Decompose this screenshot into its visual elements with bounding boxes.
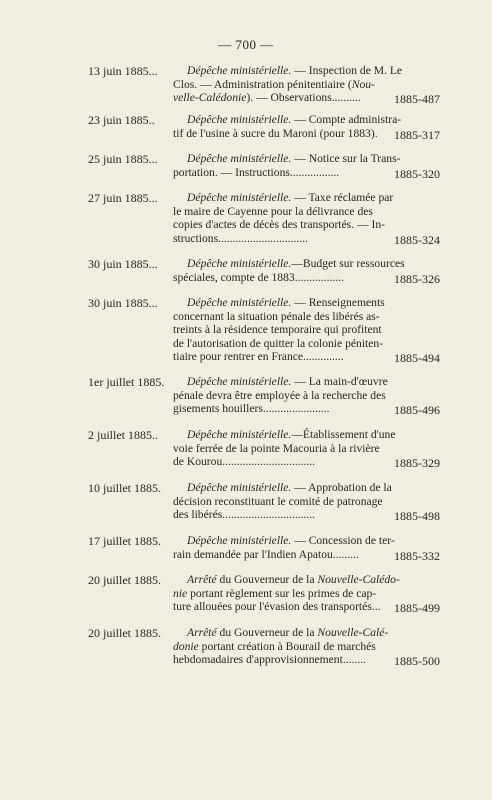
description-line <box>173 78 387 92</box>
entry-date: 20 juillet 1885. <box>88 573 161 587</box>
text-segment: — Compte administra- <box>291 113 402 126</box>
description-line <box>173 310 387 324</box>
description-line <box>173 91 387 105</box>
entry-description <box>173 573 400 614</box>
description-line <box>173 205 387 219</box>
description-line <box>173 495 387 509</box>
text-segment: le maire de Cayenne pour la délivrance des <box>173 204 373 218</box>
description-line <box>173 573 400 587</box>
description-line <box>173 428 396 442</box>
text-segment: structions............................... <box>173 231 308 245</box>
italic-text: Nouvelle-Calé- <box>317 626 389 639</box>
entry-reference: 1885-332 <box>394 548 440 563</box>
entry-description <box>173 296 387 364</box>
italic-text: Dépêche ministérielle. <box>187 375 292 388</box>
entry-reference: 1885-320 <box>394 166 440 181</box>
entry-date: 20 juillet 1885. <box>88 626 161 640</box>
description-line <box>173 508 387 522</box>
text-segment: Clos. — Administration pénitentiaire ( <box>173 77 352 91</box>
entry-date: 2 juillet 1885.. <box>88 428 158 442</box>
description-line <box>173 337 387 351</box>
entry-date: 13 juin 1885... <box>88 64 158 78</box>
italic-text: Arrêté <box>187 573 217 586</box>
description-line <box>173 350 387 364</box>
text-segment: — Concession de ter- <box>291 534 395 547</box>
description-line <box>173 218 387 232</box>
text-segment: — Approbation de la <box>291 481 392 494</box>
text-segment: —Budget sur ressources <box>291 257 405 270</box>
description-line <box>173 481 392 495</box>
entry-date: 25 juin 1885... <box>88 152 158 166</box>
entry-date: 30 juin 1885... <box>88 257 158 271</box>
entry-description <box>173 534 395 561</box>
entry-description <box>173 64 403 105</box>
entry-description <box>173 113 402 140</box>
entry-reference: 1885-317 <box>394 127 440 142</box>
description-line <box>173 548 387 562</box>
italic-text: Dépêche ministérielle. <box>187 113 292 126</box>
entry-description <box>173 257 405 284</box>
description-line <box>173 653 387 667</box>
entry-description <box>173 626 387 667</box>
entry-date: 30 juin 1885... <box>88 296 158 310</box>
description-line <box>173 402 387 416</box>
entry-date: 27 juin 1885... <box>88 191 158 205</box>
entry-reference: 1885-500 <box>394 654 440 669</box>
italic-text: Dépêche ministérielle. <box>187 152 292 165</box>
text-segment: treints à la résidence temporaire qui profitent <box>173 323 382 337</box>
entry-reference: 1885-329 <box>394 456 440 471</box>
entry-description <box>173 191 394 245</box>
entry-description <box>173 481 392 522</box>
description-line <box>173 389 387 403</box>
italic-text: Arrêté <box>187 626 217 639</box>
entry-reference: 1885-324 <box>394 232 440 247</box>
text-segment: —Établissement d'une <box>291 428 396 441</box>
text-segment: — Inspection de M. Le <box>291 64 403 77</box>
description-line <box>173 534 395 548</box>
entry-description <box>173 428 396 469</box>
description-line <box>173 323 387 337</box>
description-line <box>173 600 387 614</box>
italic-text: Dépêche ministérielle. <box>187 296 292 309</box>
italic-text: velle-Calédonie <box>173 91 247 105</box>
entry-reference: 1885-496 <box>394 403 440 418</box>
entry-date: 17 juillet 1885. <box>88 534 161 548</box>
entry-reference: 1885-499 <box>394 601 440 616</box>
text-segment: — La main-d'œuvre <box>291 375 388 388</box>
italic-text: donie <box>173 639 199 653</box>
text-segment: des libérés................................ <box>173 508 316 522</box>
italic-text: Dépêche ministérielle. <box>187 428 292 441</box>
description-line <box>173 375 387 389</box>
text-segment: concernant la situation pénale des libérés as- <box>173 309 380 323</box>
entry-date: 10 juillet 1885. <box>88 481 161 495</box>
italic-text: Nouvelle-Calédo- <box>317 573 400 586</box>
text-segment: — Renseignements <box>291 296 385 309</box>
description-line <box>173 296 387 310</box>
description-line <box>173 64 403 78</box>
text-segment: gisements houillers....................... <box>173 402 330 416</box>
entry-date: 1er juillet 1885. <box>88 375 165 389</box>
text-segment: — Notice sur la Trans- <box>291 152 401 165</box>
text-segment: ture allouées pour l'évasion des transportés... <box>173 600 381 614</box>
text-segment: de Kourou................................ <box>173 455 316 469</box>
description-line <box>173 113 402 127</box>
description-line <box>173 152 401 166</box>
description-line <box>173 640 387 654</box>
entry-reference: 1885-498 <box>394 509 440 524</box>
text-segment: hebdomadaires d'approvisionnement........ <box>173 653 367 667</box>
entry-description <box>173 375 387 416</box>
text-segment: rain demandée par l'Indien Apatou......... <box>173 547 359 561</box>
entry-date: 23 juin 1885.. <box>88 113 155 127</box>
text-segment: du Gouverneur de la <box>216 573 318 586</box>
text-segment: voie ferrée de la pointe Macouria à la rivière <box>173 441 380 455</box>
text-segment: de l'autorisation de quitter la colonie péniten- <box>173 336 384 350</box>
italic-text: Dépêche ministérielle. <box>187 534 292 547</box>
entry-reference: 1885-326 <box>394 271 440 286</box>
description-line <box>173 166 387 180</box>
text-segment: portant création à Bourail de marchés <box>198 639 376 653</box>
italic-text: Dépêche ministérielle. <box>187 191 292 204</box>
text-segment: portation. — Instructions................. <box>173 165 340 179</box>
italic-text: Dépêche ministérielle. <box>187 257 292 270</box>
description-line <box>173 127 387 141</box>
text-segment: — Taxe réclamée par <box>291 191 394 204</box>
text-segment: copies d'actes de décès des transportés. — In- <box>173 218 385 232</box>
text-segment: pénale devra être employée à la recherche des <box>173 388 386 402</box>
description-line <box>173 191 394 205</box>
entry-description <box>173 152 401 179</box>
text-segment: tiaire pour rentrer en France.............. <box>173 350 344 364</box>
text-segment: décision reconstituant le comité de patronage <box>173 494 383 508</box>
text-segment: ). — Observations.......... <box>246 91 361 105</box>
description-line <box>173 442 387 456</box>
italic-text: nie <box>173 586 188 600</box>
description-line <box>173 455 387 469</box>
text-segment: spéciales, compte de 1883................. <box>173 270 344 284</box>
italic-text: Dépêche ministérielle. <box>187 481 292 494</box>
description-line <box>173 587 387 601</box>
description-line <box>173 232 387 246</box>
italic-text: Dépêche ministérielle. <box>187 64 292 77</box>
text-segment: portant règlement sur les primes de cap- <box>187 586 377 600</box>
description-line <box>173 271 387 285</box>
description-line <box>173 257 405 271</box>
page-number: — 700 — <box>218 37 274 52</box>
entry-reference: 1885-487 <box>394 92 440 107</box>
text-segment: du Gouverneur de la <box>216 626 318 639</box>
description-line <box>173 626 387 640</box>
entry-reference: 1885-494 <box>394 351 440 366</box>
text-segment: tif de l'usine à sucre du Maroni (pour 1883). <box>173 126 378 140</box>
italic-text: Nou- <box>351 77 375 91</box>
